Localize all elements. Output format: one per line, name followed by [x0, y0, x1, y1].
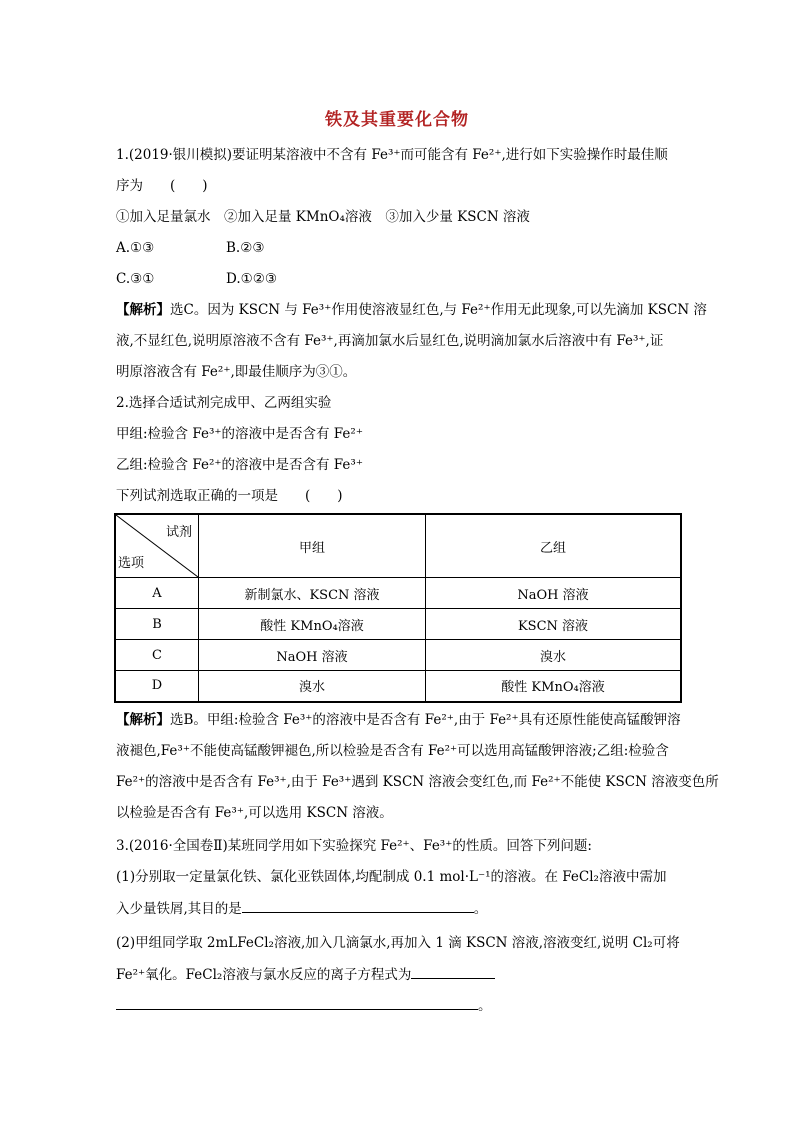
q3-part1-line2: 入少量铁屑,其目的是 。 [116, 898, 487, 919]
q1-analysis-line2: 液,不显红色,说明原溶液不含有 Fe³⁺,再滴加氯水后显红色,说明滴加氯水后溶液中有 Fe³⁺,证 [116, 333, 664, 349]
table-row [115, 640, 681, 671]
cell-jia: NaOH 溶液 [199, 640, 426, 671]
answer-blank[interactable] [116, 995, 478, 1010]
table-row [115, 578, 681, 609]
q2-analysis-line4: 以检验是否含有 Fe³⁺,可以选用 KSCN 溶液。 [116, 805, 393, 821]
cell-yi: 酸性 KMnO₄溶液 [426, 671, 682, 702]
q1-operations: ①加入足量氯水 ②加入足量 KMnO₄溶液 ③加入少量 KSCN 溶液 [116, 209, 530, 225]
cell-option: D [115, 671, 199, 702]
analysis-label: 【解析】 [116, 302, 170, 318]
corner-label-reagent: 试剂 [165, 525, 192, 540]
cell-jia: 溴水 [199, 671, 426, 702]
table-row [115, 671, 681, 702]
cell-yi: 溴水 [426, 640, 682, 671]
q1-stem-line1: 1.(2019·银川模拟)要证明某溶液中不含有 Fe³⁺而可能含有 Fe²⁺,进行如下实验操作时最佳顺 [116, 147, 668, 163]
answer-blank[interactable] [411, 964, 495, 979]
q2-analysis-line2: 液褪色,Fe³⁺不能使高锰酸钾褪色,所以检验是否含有 Fe²⁺可以选用高锰酸钾溶液;乙组:检验含 [116, 743, 669, 759]
q3-part2-line3: 。 [116, 995, 492, 1016]
table-header-row [115, 514, 681, 578]
q3-part1-line1: (1)分别取一定量氯化铁、氯化亚铁固体,均配制成 0.1 mol·L⁻¹的溶液。在 FeCl₂溶液中需加 [116, 869, 667, 885]
q3-part2-line1: (2)甲组同学取 2mLFeCl₂溶液,加入几滴氯水,再加入 1 滴 KSCN 溶液,溶液变红,说明 Cl₂可将 [116, 935, 680, 951]
q1-stem-line2: 序为 ( ) [116, 178, 208, 194]
q3-part2-line2: Fe²⁺氧化。FeCl₂溶液与氯水反应的离子方程式为 [116, 964, 495, 985]
page-title: 铁及其重要化合物 [325, 110, 469, 130]
q2-options-table [114, 513, 682, 703]
corner-label-option: 选项 [118, 556, 145, 571]
cell-yi: NaOH 溶液 [426, 578, 682, 609]
q2-analysis-line1: 【解析】选B。甲组:检验含 Fe³⁺的溶液中是否含有 Fe²⁺,由于 Fe²⁺具有还原性能使高锰酸钾溶 [116, 712, 681, 728]
cell-yi: KSCN 溶液 [426, 609, 682, 640]
answer-blank[interactable] [242, 898, 474, 913]
table-row [115, 609, 681, 640]
q2-group-yi: 乙组:检验含 Fe²⁺的溶液中是否含有 Fe³⁺ [116, 457, 363, 473]
cell-jia: 新制氯水、KSCN 溶液 [199, 578, 426, 609]
table-corner-cell [115, 514, 199, 578]
q1-option-b: B.②③ [226, 240, 265, 256]
q3-stem: 3.(2016·全国卷Ⅱ)某班同学用如下实验探究 Fe²⁺、Fe³⁺的性质。回答下列问题: [116, 838, 592, 854]
cell-option: A [115, 578, 199, 609]
header-yi: 乙组 [426, 514, 682, 578]
q1-option-a: A.①③ [116, 240, 155, 256]
q2-stem-line1: 2.选择合适试剂完成甲、乙两组实验 [116, 395, 332, 411]
analysis-label: 【解析】 [116, 712, 170, 728]
cell-jia: 酸性 KMnO₄溶液 [199, 609, 426, 640]
q2-prompt: 下列试剂选取正确的一项是 ( ) [116, 488, 343, 504]
q1-option-d: D.①②③ [226, 271, 277, 287]
q1-option-c: C.③① [116, 271, 155, 287]
q2-analysis-line3: Fe²⁺的溶液中是否含有 Fe³⁺,由于 Fe³⁺遇到 KSCN 溶液会变红色,而 Fe²⁺不能使 KSCN 溶液变色所 [116, 774, 719, 790]
cell-option: C [115, 640, 199, 671]
q1-analysis-line3: 明原溶液含有 Fe²⁺,即最佳顺序为③①。 [116, 364, 357, 380]
cell-option: B [115, 609, 199, 640]
q1-analysis-line1: 【解析】选C。因为 KSCN 与 Fe³⁺作用使溶液显红色,与 Fe²⁺作用无此现象,可以先滴加 KSCN 溶 [116, 302, 707, 318]
header-jia: 甲组 [199, 514, 426, 578]
q2-group-jia: 甲组:检验含 Fe³⁺的溶液中是否含有 Fe²⁺ [116, 426, 363, 442]
